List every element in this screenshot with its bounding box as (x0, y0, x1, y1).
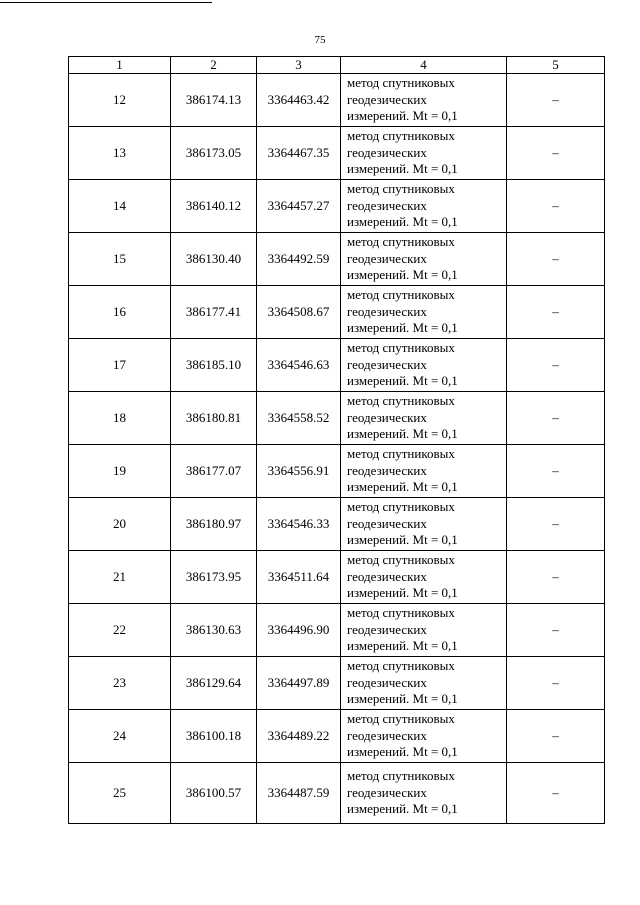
point-number-cell: 19 (69, 445, 171, 498)
table-row (69, 180, 605, 233)
method-text-line: измерений. Mt = 0,1 (347, 585, 458, 601)
y-coordinate-cell: 3364457.27 (257, 180, 341, 233)
y-coordinate-cell: 3364508.67 (257, 286, 341, 339)
method-cell (341, 286, 507, 339)
method-text-line: геодезических (347, 409, 427, 425)
y-coordinate-cell: 3364511.64 (257, 551, 341, 604)
table-row (69, 127, 605, 180)
method-cell (341, 551, 507, 604)
column5-cell: – (507, 657, 605, 710)
column5-cell: – (507, 127, 605, 180)
column-header: 3 (257, 57, 341, 74)
point-number-cell: 12 (69, 74, 171, 127)
method-cell (341, 127, 507, 180)
method-cell (341, 498, 507, 551)
method-text-line: метод спутниковых (347, 234, 455, 250)
table-row (69, 763, 605, 824)
column5-cell: – (507, 74, 605, 127)
method-cell (341, 657, 507, 710)
method-text-line: метод спутниковых (347, 711, 455, 727)
method-text-line: измерений. Mt = 0,1 (347, 744, 458, 760)
table-row (69, 339, 605, 392)
point-number-cell: 17 (69, 339, 171, 392)
method-text-line: метод спутниковых (347, 499, 455, 515)
table-row (69, 233, 605, 286)
method-text-line: измерений. Mt = 0,1 (347, 426, 458, 442)
y-coordinate-cell: 3364496.90 (257, 604, 341, 657)
method-cell (341, 233, 507, 286)
x-coordinate-cell: 386177.41 (171, 286, 257, 339)
column5-cell: – (507, 339, 605, 392)
x-coordinate-cell: 386174.13 (171, 74, 257, 127)
point-number-cell: 20 (69, 498, 171, 551)
x-coordinate-cell: 386173.05 (171, 127, 257, 180)
y-coordinate-cell: 3364463.42 (257, 74, 341, 127)
point-number-cell: 21 (69, 551, 171, 604)
method-text-line: метод спутниковых (347, 658, 455, 674)
point-number-cell: 13 (69, 127, 171, 180)
column5-cell: – (507, 710, 605, 763)
table-row (69, 604, 605, 657)
point-number-cell: 16 (69, 286, 171, 339)
y-coordinate-cell: 3364487.59 (257, 763, 341, 824)
point-number-cell: 15 (69, 233, 171, 286)
method-text-line: метод спутниковых (347, 128, 455, 144)
method-text-line: метод спутниковых (347, 768, 455, 784)
y-coordinate-cell: 3364546.33 (257, 498, 341, 551)
method-text-line: геодезических (347, 144, 427, 160)
method-text-line: метод спутниковых (347, 75, 455, 91)
column5-cell: – (507, 445, 605, 498)
method-text-line: метод спутниковых (347, 605, 455, 621)
x-coordinate-cell: 386130.63 (171, 604, 257, 657)
top-rule (0, 2, 212, 3)
point-number-cell: 22 (69, 604, 171, 657)
method-cell (341, 339, 507, 392)
column-header: 5 (507, 57, 605, 74)
method-text-line: измерений. Mt = 0,1 (347, 801, 458, 817)
method-text-line: измерений. Mt = 0,1 (347, 532, 458, 548)
method-text-line: геодезических (347, 91, 427, 107)
table-row (69, 551, 605, 604)
table-row (69, 286, 605, 339)
x-coordinate-cell: 386140.12 (171, 180, 257, 233)
page-number: 75 (314, 34, 326, 46)
method-cell (341, 392, 507, 445)
method-text-line: измерений. Mt = 0,1 (347, 267, 458, 283)
table-row (69, 498, 605, 551)
method-cell (341, 445, 507, 498)
x-coordinate-cell: 386100.57 (171, 763, 257, 824)
method-text-line: измерений. Mt = 0,1 (347, 161, 458, 177)
method-text-line: геодезических (347, 197, 427, 213)
point-number-cell: 23 (69, 657, 171, 710)
method-cell (341, 180, 507, 233)
method-text-line: метод спутниковых (347, 287, 455, 303)
column-header: 2 (171, 57, 257, 74)
x-coordinate-cell: 386180.97 (171, 498, 257, 551)
column5-cell: – (507, 286, 605, 339)
method-text-line: измерений. Mt = 0,1 (347, 214, 458, 230)
method-text-line: геодезических (347, 462, 427, 478)
column5-cell: – (507, 180, 605, 233)
table-header-row (69, 57, 605, 74)
table-row (69, 445, 605, 498)
y-coordinate-cell: 3364497.89 (257, 657, 341, 710)
method-text-line: метод спутниковых (347, 552, 455, 568)
method-text-line: геодезических (347, 727, 427, 743)
column5-cell: – (507, 604, 605, 657)
point-number-cell: 24 (69, 710, 171, 763)
method-cell (341, 763, 507, 824)
method-text-line: геодезических (347, 250, 427, 266)
table-row (69, 710, 605, 763)
method-text-line: геодезических (347, 674, 427, 690)
point-number-cell: 14 (69, 180, 171, 233)
method-text-line: метод спутниковых (347, 393, 455, 409)
x-coordinate-cell: 386173.95 (171, 551, 257, 604)
point-number-cell: 18 (69, 392, 171, 445)
x-coordinate-cell: 386185.10 (171, 339, 257, 392)
method-text-line: метод спутниковых (347, 340, 455, 356)
method-text-line: геодезических (347, 568, 427, 584)
table-body (69, 74, 605, 824)
point-number-cell: 25 (69, 763, 171, 824)
method-cell (341, 710, 507, 763)
method-text-line: геодезических (347, 356, 427, 372)
column5-cell: – (507, 392, 605, 445)
x-coordinate-cell: 386180.81 (171, 392, 257, 445)
y-coordinate-cell: 3364467.35 (257, 127, 341, 180)
y-coordinate-cell: 3364492.59 (257, 233, 341, 286)
table-row (69, 657, 605, 710)
y-coordinate-cell: 3364489.22 (257, 710, 341, 763)
y-coordinate-cell: 3364558.52 (257, 392, 341, 445)
method-text-line: измерений. Mt = 0,1 (347, 373, 458, 389)
y-coordinate-cell: 3364546.63 (257, 339, 341, 392)
x-coordinate-cell: 386129.64 (171, 657, 257, 710)
method-text-line: геодезических (347, 303, 427, 319)
method-text-line: измерений. Mt = 0,1 (347, 108, 458, 124)
column5-cell: – (507, 551, 605, 604)
column5-cell: – (507, 498, 605, 551)
method-text-line: измерений. Mt = 0,1 (347, 479, 458, 495)
column-header: 1 (69, 57, 171, 74)
method-text-line: геодезических (347, 515, 427, 531)
method-text-line: измерений. Mt = 0,1 (347, 320, 458, 336)
method-text-line: измерений. Mt = 0,1 (347, 691, 458, 707)
method-text-line: геодезических (347, 621, 427, 637)
method-text-line: метод спутниковых (347, 446, 455, 462)
method-cell (341, 74, 507, 127)
table-row (69, 74, 605, 127)
method-text-line: геодезических (347, 784, 427, 800)
x-coordinate-cell: 386100.18 (171, 710, 257, 763)
method-text-line: метод спутниковых (347, 181, 455, 197)
column5-cell: – (507, 233, 605, 286)
column5-cell: – (507, 763, 605, 824)
x-coordinate-cell: 386177.07 (171, 445, 257, 498)
coordinates-table (68, 56, 605, 824)
x-coordinate-cell: 386130.40 (171, 233, 257, 286)
column-header: 4 (341, 57, 507, 74)
method-cell (341, 604, 507, 657)
y-coordinate-cell: 3364556.91 (257, 445, 341, 498)
table-row (69, 392, 605, 445)
method-text-line: измерений. Mt = 0,1 (347, 638, 458, 654)
